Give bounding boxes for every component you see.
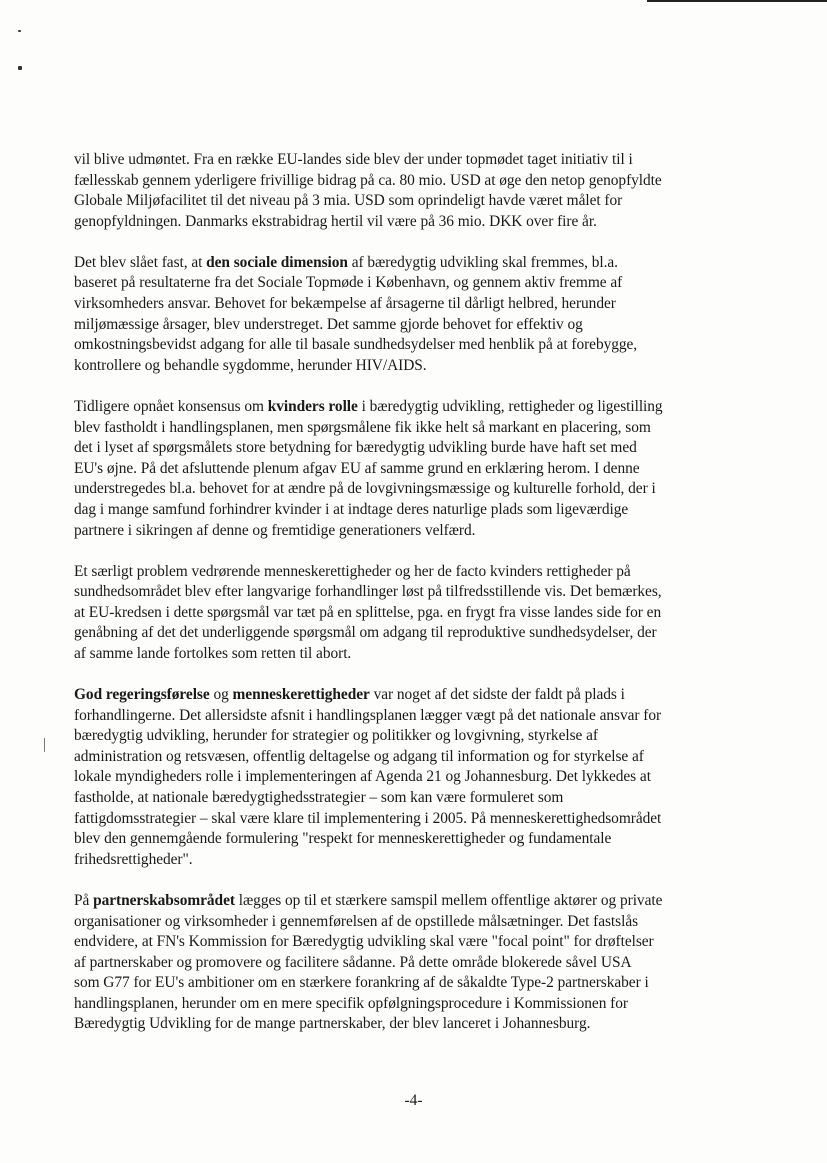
text-run: forhandlingerne. Det allersidste afsnit i handlingsplanen lægger vægt på det nationale ansvar for (74, 706, 662, 724)
text-run: var noget af det sidste der faldt på plads i (369, 686, 625, 704)
text-run: understregedes bl.a. behovet for at ændre på de lovgivningsmæssige og kulturelle forhold, der i (74, 480, 656, 498)
text-run: frihedsrettigheder". (74, 850, 193, 868)
text-line (74, 418, 747, 439)
text-run: Det blev slået fast, at (74, 253, 207, 271)
text-line (74, 994, 747, 1015)
text-line (74, 335, 747, 356)
text-line (74, 582, 747, 603)
text-run: fællesskab gennem yderligere frivillige bidrag på ca. 80 mio. USD at øge den netop genopfyldte (74, 171, 662, 189)
bold-term: kvinders rolle (267, 397, 358, 415)
text-line (74, 191, 747, 212)
text-run: vil blive udmøntet. Fra en række EU-landes side blev der under topmødet taget initiativ til i (74, 151, 633, 168)
bold-term: menneskerettigheder (232, 686, 370, 704)
bold-term: den sociale dimension (206, 253, 348, 271)
text-run: dag i mange samfund forhindrer kvinder i at indtage deres naturlige plads som ligeværdige (74, 500, 629, 518)
text-run: EU's øjne. På det afsluttende plenum afgav EU af samme grund en erklæring herom. I denne (74, 459, 640, 477)
scan-mark (44, 738, 45, 752)
text-line (74, 809, 747, 830)
text-run: Globale Miljøfacilitet til det niveau på 3 mia. USD som oprindeligt havde været målet for (74, 192, 623, 210)
text-run: blev fastholdt i handlingsplanen, men spørgsmålene fik ikke helt så markant en placering, som (74, 418, 651, 436)
text-line (74, 294, 747, 315)
text-run: blev den gennemgående formulering "respekt for menneskerettigheder og fundamentale (74, 830, 612, 848)
text-line (74, 932, 747, 953)
text-run: kontrollere og behandle sygdomme, herunder HIV/AIDS. (74, 356, 427, 374)
text-line (74, 562, 747, 583)
text-run: organisationer og virksomheder i gennemførelsen af de opstillede målsætninger. Det fastslås (74, 912, 639, 930)
text-run: bæredygtig udvikling, herunder for strategier og politikker og lovgivning, styrkelse af (74, 727, 598, 745)
text-line (74, 973, 747, 994)
text-line (74, 459, 747, 480)
text-run: miljømæssige årsager, blev understreget. Det samme gjorde behovet for effektiv og (74, 315, 583, 333)
scan-edge-line (647, 0, 827, 2)
text-run: i bæredygtig udvikling, rettigheder og ligestilling (357, 397, 663, 415)
text-run: det i lyset af spørgsmålets store betydning for bæredygtig udvikling burde have haft set med (74, 439, 637, 457)
text-run: lægges op til et stærkere samspil mellem offentlige aktører og private (234, 891, 663, 909)
text-run: lokale myndigheders rolle i implementeringen af Agenda 21 og Johannesburg. Det lykkedes at (74, 768, 651, 786)
paragraph (74, 891, 747, 1035)
text-run: endvidere, at FN's Kommission for Bæredygtig udvikling skal være "focal point" for drøftelser (74, 933, 654, 951)
text-run: af bæredygtig udvikling skal fremmes, bl.a. (347, 253, 618, 271)
text-line (74, 726, 747, 747)
text-run: administration og retsvæsen, offentlig deltagelse og adgang til information og for styrkelse af (74, 747, 644, 765)
text-run: Tidligere opnået konsensus om (74, 397, 268, 415)
text-line (74, 500, 747, 521)
text-line (74, 788, 747, 809)
text-line (74, 397, 747, 418)
text-line (74, 150, 747, 171)
text-run: sundhedsområdet blev efter langvarige forhandlinger løst på tilfredsstillende vis. Det bemærkes, (74, 583, 662, 601)
paragraph (74, 685, 747, 870)
paragraph (74, 562, 747, 665)
text-run: fastholde, at nationale bæredygtighedsstrategier – som kan være formuleret som (74, 789, 564, 807)
paragraph (74, 397, 747, 541)
text-run: og (209, 686, 233, 704)
text-line (74, 891, 747, 912)
text-run: fattigdomsstrategier – skal være klare til implementering i 2005. På menneskerettighedsområdet (74, 809, 662, 827)
text-run: virksomheders ansvar. Behovet for bekæmpelse af årsagerne til dårligt helbred, herunder (74, 295, 616, 313)
text-run: baseret på resultaterne fra det Sociale Topmøde i København, og gennem aktiv fremme af (74, 274, 623, 292)
text-line (74, 747, 747, 768)
text-run: partnere i sikringen af denne og fremtidige generationers velfærd. (74, 521, 476, 539)
bold-term: God regeringsførelse (74, 686, 210, 704)
text-line (74, 273, 747, 294)
text-line (74, 644, 747, 665)
text-line (74, 829, 747, 850)
text-run: af samme lande fortolkes som retten til abort. (74, 644, 352, 662)
text-line (74, 1014, 747, 1035)
text-line (74, 356, 747, 377)
paragraph (74, 253, 747, 377)
text-run: som G77 for EU's ambitioner om en stærkere forankring af de såkaldte Type-2 partnerskaber i (74, 974, 649, 992)
text-line (74, 623, 747, 644)
text-line (74, 212, 747, 233)
scan-mark (18, 30, 21, 32)
text-line (74, 850, 747, 871)
text-line (74, 479, 747, 500)
page-number: -4- (404, 1092, 423, 1109)
scan-mark (18, 66, 22, 70)
text-run: Et særligt problem vedrørende menneskerettigheder og her de facto kvinders rettigheder på (74, 562, 631, 580)
text-run: at EU-kredsen i dette spørgsmål var tæt på en splittelse, pga. en frygt fra visse landes side for en (74, 603, 662, 621)
text-line (74, 315, 747, 336)
text-run: handlingsplanen, herunder om en mere specifik opfølgningsprocedure i Kommissionen for (74, 994, 628, 1012)
text-run: af partnerskaber og promovere og facilitere sådanne. På dette område blokerede såvel USA (74, 953, 632, 971)
text-line (74, 521, 747, 542)
text-run: Bæredygtig Udvikling for de mange partnerskaber, der blev lanceret i Johannesburg. (74, 1015, 591, 1033)
paragraph (74, 150, 747, 232)
text-run: genopfyldningen. Danmarks ekstrabidrag hertil vil være på 36 mio. DKK over fire år. (74, 212, 597, 230)
text-line (74, 706, 747, 727)
text-line (74, 685, 747, 706)
text-run: genåbning af det det underliggende spørgsmål om adgang til reproduktive sundhedsydelser, der (74, 624, 657, 642)
text-line (74, 603, 747, 624)
text-line (74, 953, 747, 974)
text-run: På (74, 891, 94, 909)
text-run: omkostningsbevidst adgang for alle til basale sundhedsydelser med henblik på at forebygge, (74, 336, 638, 354)
text-line (74, 253, 747, 274)
bold-term: partnerskabsområdet (93, 891, 235, 909)
text-line (74, 438, 747, 459)
text-line (74, 171, 747, 192)
body-text (74, 150, 747, 1056)
text-line (74, 767, 747, 788)
text-line (74, 912, 747, 933)
